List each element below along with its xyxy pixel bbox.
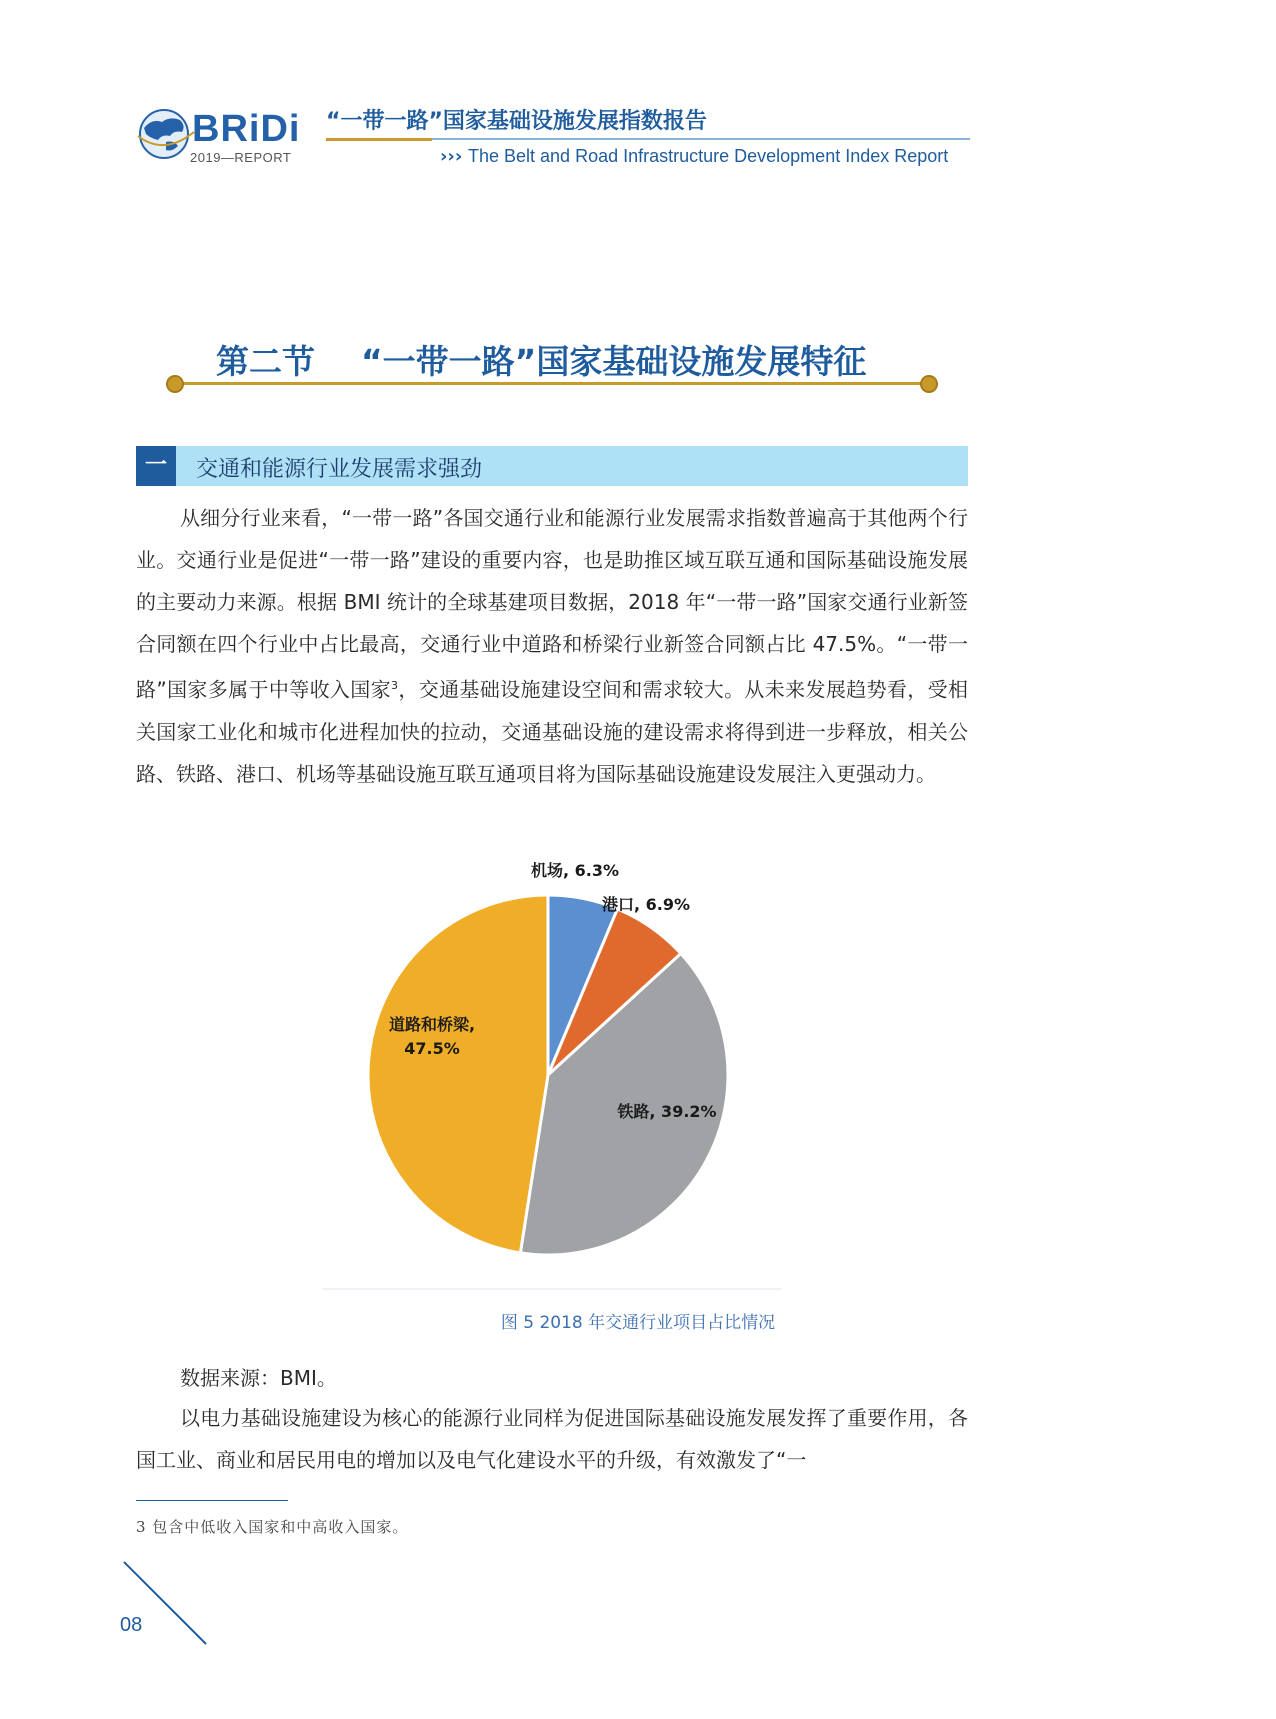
chart-baseline [322, 1288, 782, 1290]
globe-icon [136, 106, 196, 162]
label-port: 港口, 6.9% [601, 895, 691, 914]
header-rule [432, 138, 970, 140]
body-paragraph-2: 以电力基础设施建设为核心的能源行业同样为促进国际基础设施发展发挥了重要作用，各国工业、商业和居民用电的增加以及电气化建设水平的升级，有效激发了“一 [136, 1406, 968, 1472]
report-title: “一带一路”国家基础设施发展指数报告 [326, 109, 707, 134]
paragraph-text: ，交通基础设施建设空间和需求较大。从未来发展趋势看，受相关国家工业化和城市化进程加快的拉动，交通基础设施的建设需求将得到进一步释放，相关公路、铁路、港口、机场等基础设施互联互通项目将为国际基础设施建设发展注入更强动力。 [136, 677, 968, 786]
rule-dot-right [920, 375, 938, 393]
section-rule [174, 382, 928, 385]
bridi-logo [136, 100, 306, 170]
rule-dot-left [166, 375, 184, 393]
slice-road-bridge [368, 895, 548, 1253]
body-paragraph [136, 497, 968, 795]
pie-chart [320, 840, 780, 1280]
subsection-number: 一 [136, 446, 176, 486]
footnote-ref[interactable]: 3 [391, 679, 398, 692]
footnote-rule [136, 1500, 288, 1501]
logo-subtext: 2019—REPORT [190, 150, 292, 165]
page-number: 08 [120, 1614, 143, 1636]
data-source: 数据来源：BMI。 [180, 1366, 337, 1390]
section-title: 第二节 “一带一路”国家基础设施发展特征 [216, 342, 867, 381]
label-road-bridge-value: 47.5% [404, 1039, 460, 1058]
chevrons-icon: ››› [440, 146, 463, 167]
report-subtitle: The Belt and Road Infrastructure Development Index Report [468, 146, 949, 166]
label-road-bridge: 道路和桥梁, [388, 1015, 476, 1034]
label-railway: 铁路, 39.2% [617, 1102, 717, 1121]
subsection-title: 交通和能源行业发展需求强劲 [196, 457, 483, 482]
figure-caption: 图 5 2018 年交通行业项目占比情况 [500, 1313, 776, 1333]
header-rule-accent [326, 138, 432, 141]
footnote: 3 包含中低收入国家和中高收入国家。 [136, 1518, 409, 1536]
logo-wordmark: BRiDi [192, 108, 301, 150]
label-airport: 机场, 6.3% [530, 861, 620, 880]
paragraph-text: 从细分行业来看，“一带一路”各国交通行业和能源行业发展需求指数普遍高于其他两个行业。交通行业是促进“一带一路”建设的重要内容，也是助推区域互联互通和国际基础设施发展的主要动力来源。根据 BMI 统计的全球基建项目数据，2018 年“一带一路”国家交通行业新签合同额在四个行业中占比最高，交通行业中道路和桥梁行业新签合同额占比 47.5%。“一带一路”国家多属于中等收入国家 [136, 506, 968, 702]
